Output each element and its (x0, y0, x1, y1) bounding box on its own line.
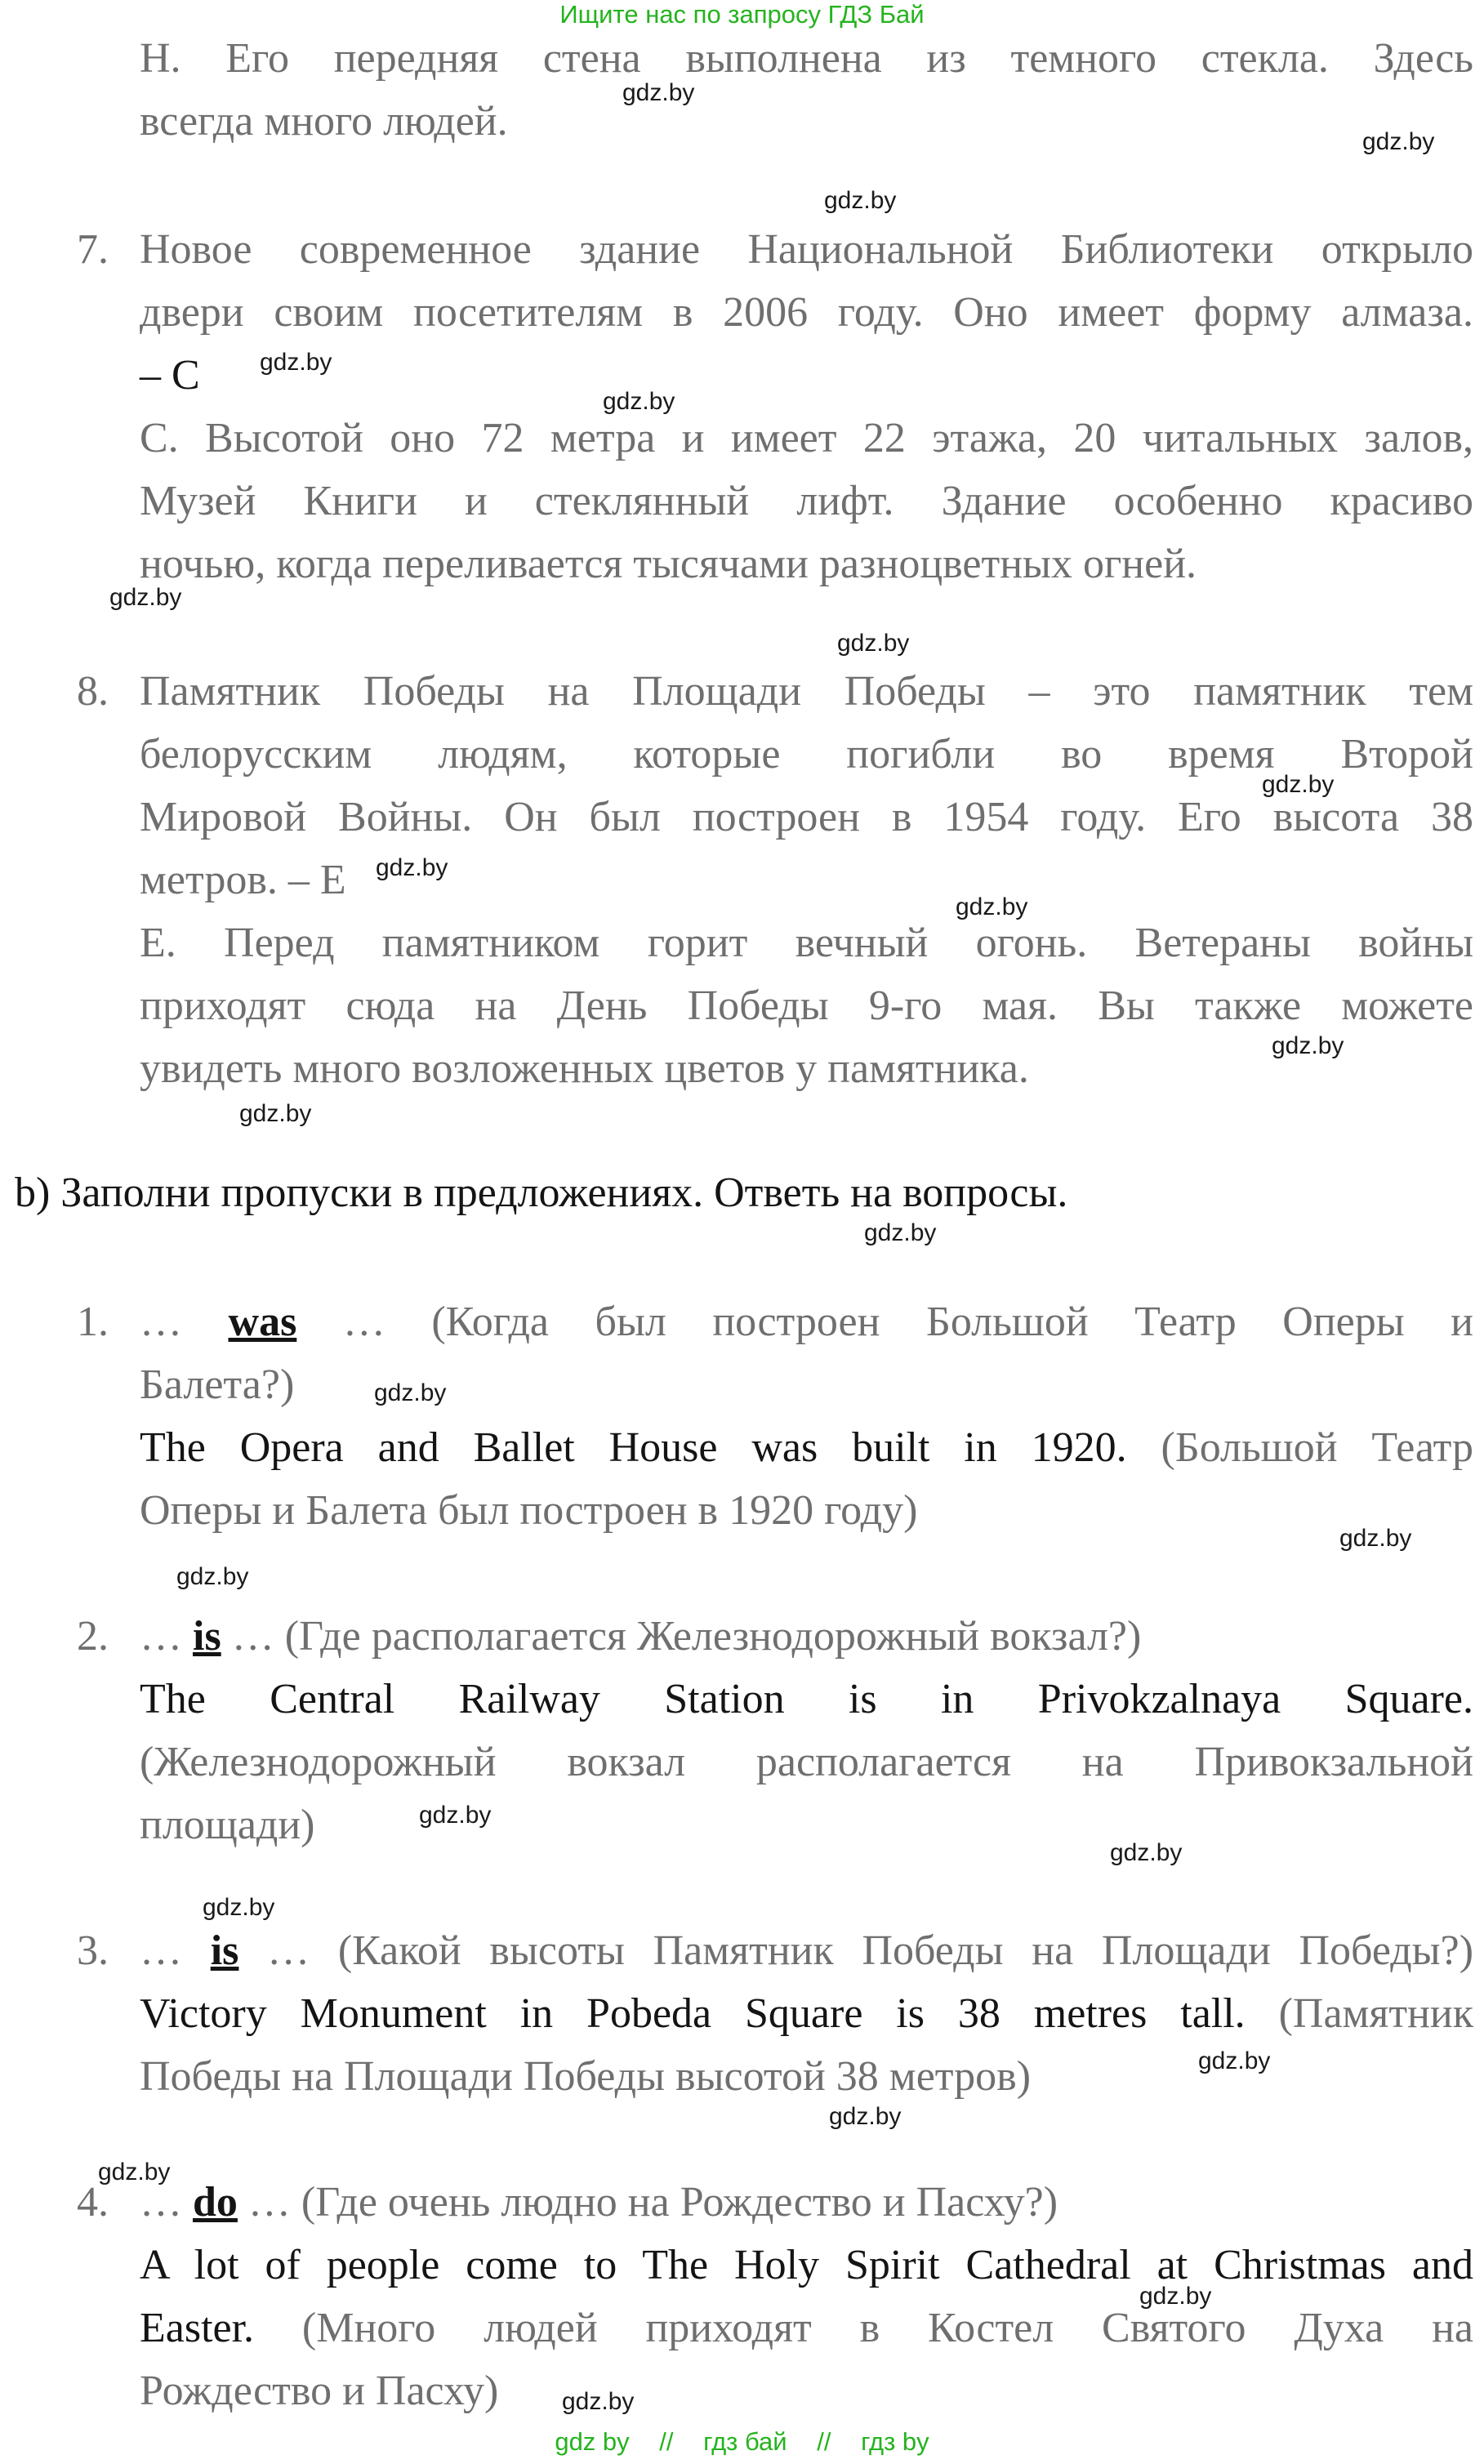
b-item-4-translation-cont: Рождество и Пасху) (140, 2368, 499, 2414)
item-8-line-3: Мировой Войны. Он был построен в 1954 году. Его высота 38 (140, 794, 1473, 840)
item-7-answer-line-2: Музей Книги и стеклянный лифт. Здание особенно красиво (140, 478, 1473, 524)
b-item-4-paragraph (140, 2171, 1473, 2422)
b-item-3-number: 3. (77, 1927, 109, 1974)
b-item-2-paragraph (140, 1605, 1473, 1856)
watermark: gdz.by (603, 388, 675, 415)
watermark: gdz.by (1110, 1839, 1183, 1866)
b-item-1-suffix: … (Когда был построен Большой Театр Оперы и (296, 1299, 1474, 1345)
item-8-answer-line-1: Е. Перед памятником горит вечный огонь. Ветераны войны (140, 920, 1473, 966)
item-8-answer-line-3: увидеть много возложенных цветов у памятника. (140, 1045, 1029, 1092)
watermark: gdz.by (956, 893, 1028, 920)
b-item-4-translation-start: (Много людей приходят в Костел Святого Духа на (301, 2305, 1473, 2351)
b-item-3-prefix: … (140, 1927, 211, 1974)
watermark: gdz.by (260, 349, 332, 376)
watermark: gdz.by (824, 187, 897, 214)
b-item-3-answer-line-1 (140, 1982, 1473, 2045)
footer-links (0, 2426, 1484, 2458)
b-item-2-number: 2. (77, 1613, 109, 1660)
watermark: gdz.by (1262, 771, 1335, 798)
watermark: gdz.by (98, 2159, 171, 2186)
b-item-1-question-cont: Балета?) (140, 1361, 295, 1408)
watermark: gdz.by (1362, 128, 1435, 155)
b-item-1-number: 1. (77, 1299, 109, 1345)
item-8-line-1: Памятник Победы на Площади Победы – это памятник тем (140, 668, 1473, 715)
watermark: gdz.by (1272, 1032, 1344, 1059)
item-7-answer-line-1: С. Высотой оно 72 метра и имеет 22 этажа, 20 читальных залов, (140, 415, 1473, 461)
b-item-3-suffix: … (Какой высоты Памятник Победы на Площади Победы?) (238, 1927, 1474, 1974)
b-item-2-suffix: … (Где располагается Железнодорожный вокзал?) (221, 1613, 1142, 1660)
b-item-2-question (140, 1605, 1473, 1668)
b-item-2-fill: is (193, 1613, 221, 1660)
watermark: gdz.by (829, 2103, 902, 2130)
b-item-1-question (140, 1290, 1473, 1353)
b-item-1-answer-en: The Opera and Ballet House was built in 1920. (140, 1424, 1127, 1471)
footer-link-gdz-bai[interactable]: гдз бай (703, 2427, 787, 2456)
item-h-line-1: H. Его передняя стена выполнена из темного стекла. Здесь (140, 35, 1473, 82)
item-7-number: 7. (77, 226, 109, 273)
watermark: gdz.by (837, 630, 910, 657)
watermark: gdz.by (374, 1379, 447, 1406)
watermark: gdz.by (1139, 2283, 1212, 2310)
item-7-line-2: двери своим посетителям в 2006 году. Оно имеет форму алмаза. (140, 289, 1473, 336)
item-8-line-2: белорусским людям, которые погибли во время Второй (140, 731, 1473, 778)
item-7-paragraph (140, 218, 1473, 595)
watermark: gdz.by (864, 1219, 937, 1246)
b-item-2-prefix: … (140, 1613, 193, 1660)
b-item-1-translation-cont: Оперы и Балета был построен в 1920 году) (140, 1487, 918, 1534)
b-item-3-answer-en: Victory Monument in Pobeda Square is 38 metres tall. (140, 1990, 1246, 2037)
footer-separator: // (817, 2427, 831, 2456)
b-item-3-question (140, 1919, 1473, 1982)
b-item-2-translation-line-1: (Железнодорожный вокзал располагается на Привокзальной (140, 1739, 1473, 1785)
b-item-4-answer-en-line-1: A lot of people come to The Holy Spirit Cathedral at Christmas and (140, 2242, 1473, 2288)
item-7-answer-line-3: ночью, когда переливается тысячами разноцветных огней. (140, 541, 1197, 587)
watermark: gdz.by (176, 1563, 249, 1590)
watermark: gdz.by (622, 79, 695, 106)
b-item-4-suffix: … (Где очень людно на Рождество и Пасху?) (237, 2179, 1058, 2226)
watermark: gdz.by (419, 1802, 492, 1829)
item-h-paragraph (140, 27, 1473, 153)
watermark: gdz.by (376, 854, 448, 881)
part-b-heading: b) Заполни пропуски в предложениях. Ответь на вопросы. (15, 1170, 1068, 1216)
watermark: gdz.by (1339, 1525, 1412, 1552)
header-search-link[interactable]: Ищите нас по запросу ГДЗ Бай (559, 0, 925, 29)
footer-separator: // (659, 2427, 674, 2456)
b-item-3-paragraph (140, 1919, 1473, 2108)
b-item-3-translation-start: (Памятник (1278, 1990, 1473, 2037)
b-item-1-translation-start: (Большой Театр (1161, 1424, 1474, 1471)
b-item-3-fill: is (210, 1927, 239, 1974)
footer-link-gdz-by-ru[interactable]: гдз by (861, 2427, 929, 2456)
b-item-4-question (140, 2171, 1473, 2234)
b-item-4-answer-line-2 (140, 2297, 1473, 2359)
watermark: gdz.by (1198, 2047, 1271, 2074)
item-7-line-1: Новое современное здание Национальной Библиотеки открыло (140, 226, 1473, 273)
watermark: gdz.by (239, 1100, 312, 1127)
item-8-answer-line-2: приходят сюда на День Победы 9-го мая. Вы также можете (140, 982, 1473, 1029)
b-item-2-translation-line-2: площади) (140, 1802, 315, 1848)
b-item-4-prefix: … (140, 2179, 193, 2226)
b-item-1-prefix: … (140, 1299, 229, 1345)
item-7-line-3: – С (140, 352, 200, 399)
b-item-1-fill: was (228, 1299, 297, 1345)
b-item-4-number: 4. (77, 2179, 109, 2226)
item-8-line-4: метров. – Е (140, 857, 346, 903)
item-h-line-2: всегда много людей. (140, 98, 508, 145)
watermark: gdz.by (109, 584, 182, 611)
b-item-1-paragraph (140, 1290, 1473, 1542)
footer-link-gdz-by[interactable]: gdz by (555, 2427, 630, 2456)
b-item-4-fill: do (193, 2179, 238, 2226)
watermark: gdz.by (562, 2388, 635, 2415)
b-item-1-answer-line-1 (140, 1416, 1473, 1479)
item-8-number: 8. (77, 668, 109, 715)
b-item-2-answer-en: The Central Railway Station is in Privokzalnaya Square. (140, 1676, 1473, 1722)
watermark: gdz.by (203, 1894, 275, 1921)
b-item-4-answer-en-line-2: Easter. (140, 2305, 255, 2351)
b-item-3-translation-cont: Победы на Площади Победы высотой 38 метров) (140, 2053, 1032, 2100)
